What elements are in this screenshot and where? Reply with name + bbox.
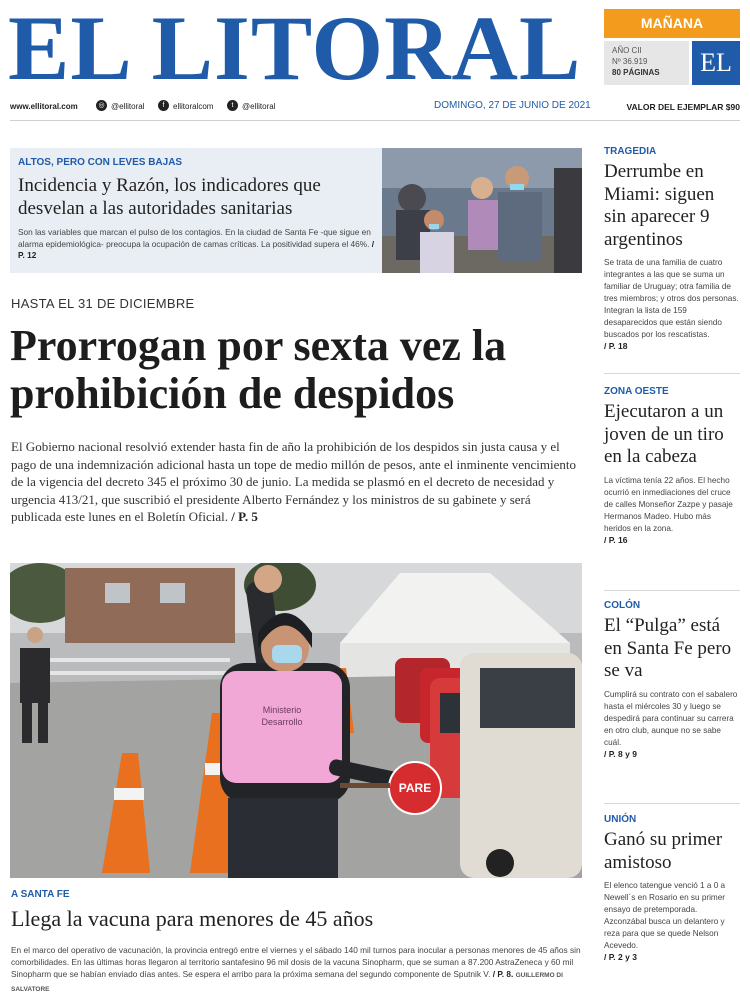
- main-story-page-ref: / P. 5: [231, 509, 258, 524]
- bottom-story-text: En el marco del operativo de vacunación, la provincia entregó entre el viernes y el sábado 140 mil turnos para inocular a personas menores de 45 años sin comorbilidades. En las últimas horas llegaron al territorio santafesino 96 mil dosis de la vacuna Sinopharm, que se suman a 87.200 AstraZeneca y 60 mil Sinopharm que se habían enviado días antes. Se espera el arribo para la próxima semana del segundo componente de Sputnik V.: [11, 945, 581, 979]
- info-bar: [10, 100, 740, 114]
- bottom-story-title[interactable]: Llega la vacuna para menores de 45 años: [11, 906, 374, 931]
- header-divider: [10, 120, 740, 121]
- website-link[interactable]: www.ellitoral.com: [10, 102, 78, 111]
- newspaper-logo[interactable]: EL LITORAL: [8, 0, 582, 99]
- bottom-story-page-ref: / P. 8.: [492, 969, 514, 979]
- sidebar-page-ref: / P. 16: [604, 534, 628, 545]
- sidebar-divider: [604, 803, 740, 804]
- issue-year: AÑO CII: [612, 46, 642, 55]
- sidebar-body: La víctima tenía 22 años. El hecho ocurrió en inmediaciones del cruce de calles Monseñor Zazpe y pasaje Hermanos Madeo. Hubo más heridos en la zona.: [604, 475, 733, 533]
- el-badge-logo: EL: [692, 41, 740, 85]
- sidebar-story[interactable]: [604, 814, 740, 962]
- top-story-kicker: ALTOS, PERO CON LEVES BAJAS: [18, 157, 183, 168]
- top-story-title[interactable]: Incidencia y Razón, los indicadores que desvelan a las autoridades sanitarias: [18, 175, 321, 219]
- sidebar-body: Cumplirá su contrato con el sabalero hasta el miércoles 30 y luego se despedirá para continuar su carrera en otro club, aunque no se sabe cuál.: [604, 689, 738, 747]
- sidebar-page-ref: / P. 18: [604, 341, 628, 351]
- sidebar-body: Se trata de una familia de cuatro integrantes a las que se suma un familiar de Uruguay; otra familia de tres miembros; y otros dos personas. Integran la lista de 159 desaparecidos que están siendo buscados por los rescatistas.: [604, 258, 739, 339]
- photo-credit: GUILLERMO DI SALVATORE: [11, 972, 563, 993]
- masthead: [0, 0, 750, 99]
- facebook-icon: f: [158, 100, 169, 111]
- page-count: 80 PÁGINAS: [612, 68, 660, 77]
- issue-info: [604, 41, 689, 85]
- sidebar-story[interactable]: [604, 600, 740, 759]
- sidebar-divider: [604, 373, 740, 374]
- sidebar-title[interactable]: El “Pulga” está en Santa Fe pero se va: [604, 615, 732, 681]
- top-story-body: [18, 227, 380, 262]
- sidebar-page-ref: / P. 2 y 3: [604, 952, 637, 962]
- top-story[interactable]: [10, 148, 582, 273]
- top-story-photo[interactable]: [382, 148, 582, 273]
- sidebar-title[interactable]: Derrumbe en Miami: siguen sin aparecer 9 argentinos: [604, 161, 715, 250]
- vest-text-1: Ministerio: [262, 705, 302, 715]
- sidebar-title[interactable]: Ganó su primer amistoso: [604, 829, 723, 873]
- sidebar-kicker: ZONA OESTE: [604, 386, 669, 397]
- instagram-icon: ◎: [96, 100, 107, 111]
- top-story-text: Son las variables que marcan el pulso de los contagios. En la ciudad de Santa Fe -que sigue en alarma epidemiológica- preocupa la ocupación de camas críticas. La positividad supera el 46%.: [18, 227, 372, 249]
- sidebar-divider: [604, 590, 740, 591]
- bottom-story-kicker: A SANTA FE: [11, 889, 70, 900]
- facebook-handle[interactable]: ellitoralcom: [173, 102, 214, 111]
- sidebar-body: El elenco tatengue venció 1 a 0 a Newell´s en Rosario en su primer ensayo de pretemporada. Azconzábal busca un delantero y reza para que se quede Nelson Acevedo.: [604, 881, 726, 950]
- twitter-icon: t: [227, 100, 238, 111]
- publication-date: DOMINGO, 27 DE JUNIO DE 2021: [434, 100, 591, 111]
- vest-text-2: Desarrollo: [261, 717, 303, 727]
- top-story-page-ref: / P. 12: [18, 238, 375, 260]
- main-story-kicker: HASTA EL 31 DE DICIEMBRE: [11, 296, 195, 311]
- sidebar-story[interactable]: [604, 146, 740, 351]
- issue-price: VALOR DEL EJEMPLAR $90: [626, 102, 740, 112]
- twitter-handle[interactable]: @ellitoral: [242, 102, 276, 111]
- sidebar-title[interactable]: Ejecutaron a un joven de un tiro en la cabeza: [604, 401, 724, 467]
- sidebar-page-ref: / P. 8 y 9: [604, 748, 637, 759]
- stop-sign-text: PARE: [398, 781, 432, 795]
- main-story-text: El Gobierno nacional resolvió extender hasta fin de año la prohibición de los despidos sin justa causa y el pago de una indemnización adicional hasta un tope de medio millón de pesos, ante el inminente vencimiento de la vigencia del decreto 345 el próximo 30 de junio. La medida se plasmó en el decreto de necesidad y urgencia 413/21, que suscribió el presidente Alberto Fernández y los ministros de su gabinete y será publicada este lunes en el Boletín Oficial.: [11, 439, 576, 524]
- sidebar-story[interactable]: [604, 386, 740, 545]
- sidebar-kicker: TRAGEDIA: [604, 146, 657, 157]
- issue-number: Nº 36.919: [612, 57, 648, 66]
- bottom-story-body: [11, 944, 583, 996]
- main-story-title[interactable]: Prorrogan por sexta vez la prohibición de despidos: [10, 321, 507, 418]
- sidebar-kicker: COLÓN: [604, 600, 641, 611]
- edition-label: MAÑANA: [604, 9, 740, 38]
- instagram-handle[interactable]: @ellitoral: [111, 102, 145, 111]
- main-story-body: [11, 438, 583, 526]
- sidebar-kicker: UNIÓN: [604, 814, 637, 825]
- main-photo[interactable]: [10, 563, 582, 878]
